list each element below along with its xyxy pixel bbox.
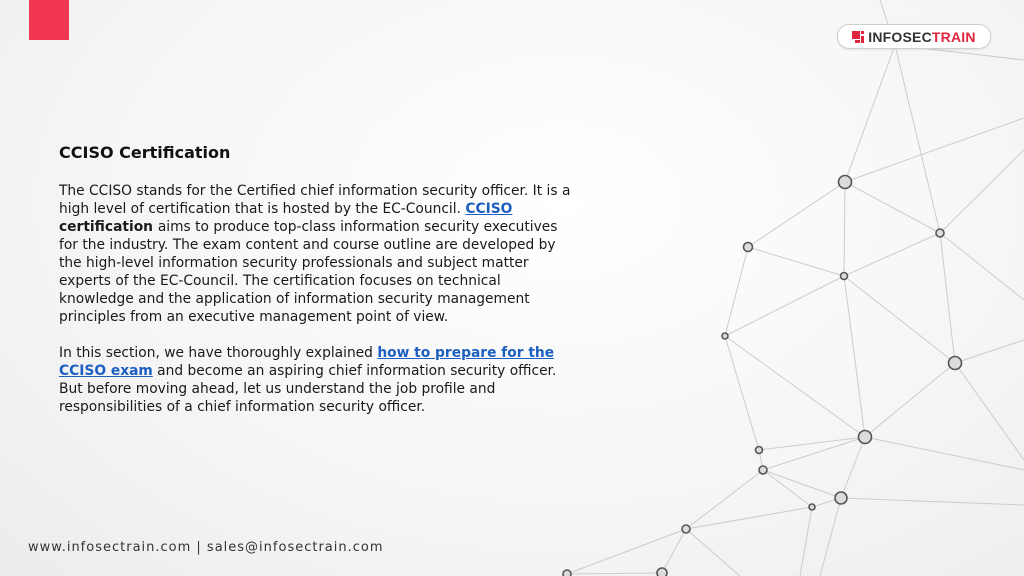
cciso-link[interactable]: CCISO [465,201,513,217]
article-paragraph-1 [59,182,579,326]
p2-text-start: In this section, we have thoroughly explained [59,345,378,361]
p2-text-end: and become an aspiring chief information security officer. But before moving ahead, let us understand the job profile and responsibilities of a chief information security officer. [59,363,557,415]
logo-text-infosec: INFOSEC [868,28,932,45]
article [59,143,579,434]
certification-bold-text: certification [59,219,158,235]
infosectrain-logo [837,24,991,49]
p1-text-start: The CCISO stands for the Certified chief information security officer. It is a high level of certification that is hosted by the EC-Council. [59,183,571,217]
logo-text-train: TRAIN [931,28,976,45]
prepare-cciso-exam-link[interactable]: how to prepare for the CCISO exam [59,345,555,379]
p1-text-end: aims to produce top-class information security executives for the industry. The exam content and course outline are developed by the high-level information security professionals and subject matter experts of the EC-Council. The certification focuses on technical knowledge and the application of information security management principles from an executive management point of view. [59,219,558,325]
article-paragraph-2 [59,344,579,416]
article-heading: CCISO Certification [59,143,231,162]
logo-mark-icon [852,31,864,43]
footer-contact: www.infosectrain.com | sales@infosectrain.com [28,540,384,555]
